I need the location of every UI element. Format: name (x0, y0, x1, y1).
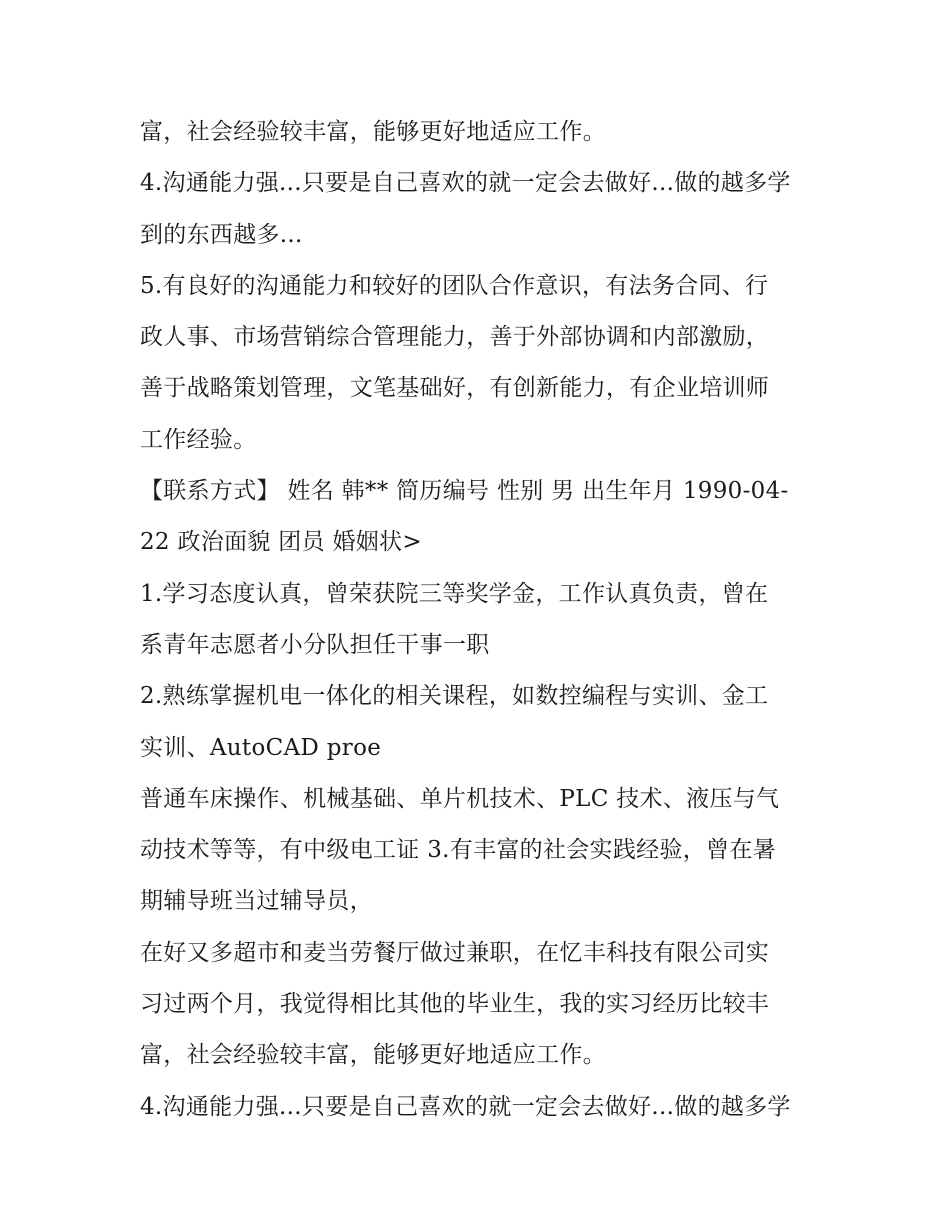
text-line: 5.有良好的沟通能力和较好的团队合作意识，有法务合同、行 (140, 272, 769, 299)
text-line: 动技术等等，有中级电工证 3.有丰富的社会实践经验，曾在暑 (140, 837, 776, 864)
text-line: 政人事、市场营销综合管理能力，善于外部协调和内部激励， (140, 324, 770, 351)
text-line: 系青年志愿者小分队担任干事一职 (140, 631, 490, 658)
text-line: 富，社会经验较丰富，能够更好地适应工作。 (140, 119, 606, 145)
text-line: 1.学习态度认真，曾荣获院三等奖学金，工作认真负责，曾在 (140, 580, 769, 607)
text-line: 期辅导班当过辅导员， (140, 888, 373, 915)
text-line: 善于战略策划管理，文笔基础好，有创新能力，有企业培训师 (140, 375, 770, 402)
text-line: 习过两个月，我觉得相比其他的毕业生，我的实习经历比较丰 (140, 991, 770, 1018)
text-line: 工作经验。 (140, 426, 257, 453)
text-line: 4.沟通能力强...只要是自己喜欢的就一定会去做好...做的越多学 (140, 170, 791, 197)
text-line: 4.沟通能力强...只要是自己喜欢的就一定会去做好...做的越多学 (140, 1093, 791, 1120)
document-body (140, 107, 820, 1133)
contact-line: 【联系方式】 姓名 韩** 简历编号 性别 男 出生年月 1990-04- (140, 478, 789, 505)
contact-line: 22 政治面貌 团员 婚姻状> (140, 529, 422, 556)
text-line: 实训、AutoCAD proe (140, 734, 382, 761)
text-line: 到的东西越多... (140, 221, 303, 248)
text-line: 2.熟练掌握机电一体化的相关课程，如数控编程与实训、金工 (140, 683, 769, 710)
text-line: 普通车床操作、机械基础、单片机技术、PLC 技术、液压与气 (140, 785, 780, 812)
text-line: 在好又多超市和麦当劳餐厅做过兼职，在忆丰科技有限公司实 (140, 939, 770, 966)
text-line: 富，社会经验较丰富，能够更好地适应工作。 (140, 1042, 606, 1069)
